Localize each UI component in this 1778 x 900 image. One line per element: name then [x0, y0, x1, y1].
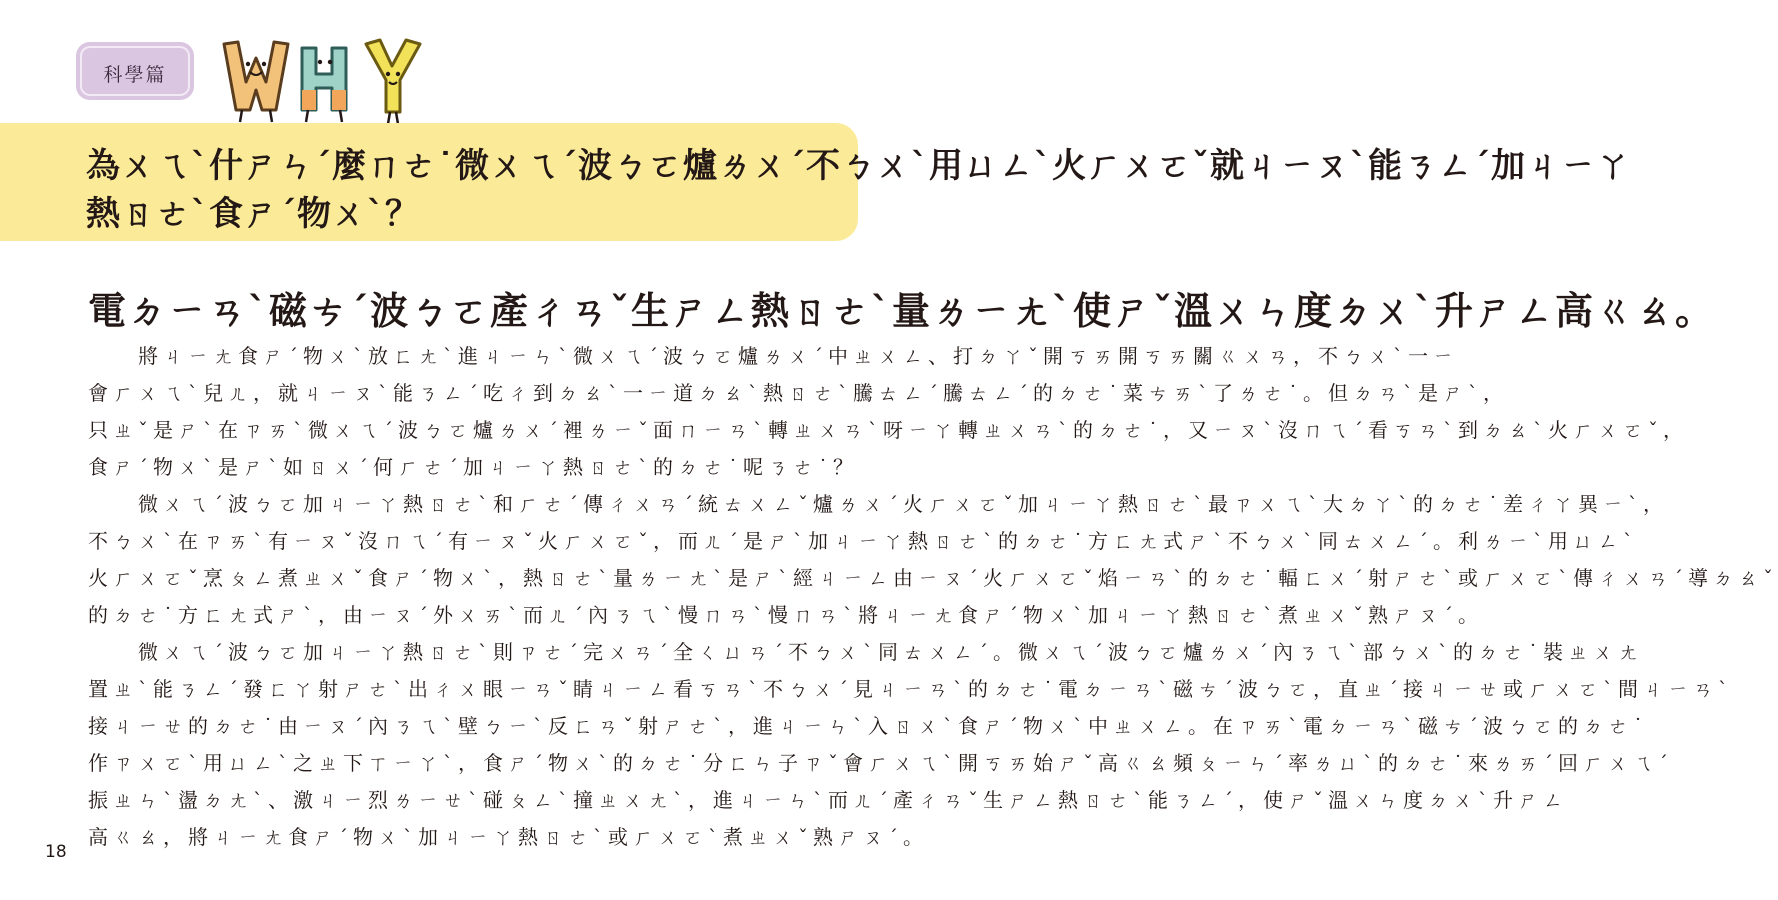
- body-line: 食ㄕˊ物ㄨˋ是ㄕˋ如ㄖㄨˊ何ㄏㄜˊ加ㄐㄧㄚ熱ㄖㄜˋ的ㄉㄜ˙呢ㄋㄜ˙？: [88, 455, 858, 479]
- body-line: 高ㄍㄠ，將ㄐㄧㄤ食ㄕˊ物ㄨˋ加ㄐㄧㄚ熱ㄖㄜˋ或ㄏㄨㄛˋ煮ㄓㄨˇ熟ㄕㄡˊ。: [88, 825, 928, 849]
- question-title-line-2: 熱ㄖㄜˋ食ㄕˊ物ㄨˋ？: [86, 194, 420, 234]
- body-line: 作ㄗㄨㄛˋ用ㄩㄥˋ之ㄓ下ㄒㄧㄚˋ，食ㄕˊ物ㄨˋ的ㄉㄜ˙分ㄈㄣ子ㄗˇ會ㄏㄨㄟˋ開ㄎㄞ始ㄕˇ高ㄍㄠ頻ㄆㄧㄣˊ率ㄌㄩˋ的ㄉㄜ˙來ㄌㄞˊ回ㄏㄨㄟˊ: [88, 751, 1673, 775]
- why-logo-illustration: [216, 30, 446, 130]
- question-title-line-1: 為ㄨㄟˋ什ㄕㄣˊ麼ㄇㄜ˙微ㄨㄟˊ波ㄅㄛ爐ㄌㄨˊ不ㄅㄨˋ用ㄩㄥˋ火ㄏㄨㄛˇ就ㄐㄧㄡˋ能ㄋㄥˊ加ㄐㄧㄚ: [86, 146, 1631, 186]
- answer-heading: 電ㄉㄧㄢˋ磁ㄘˊ波ㄅㄛ產ㄔㄢˇ生ㄕㄥ熱ㄖㄜˋ量ㄌㄧㄤˋ使ㄕˇ溫ㄨㄣ度ㄉㄨˋ升ㄕㄥ高ㄍㄠ。: [88, 289, 1716, 333]
- body-line: 只ㄓˇ是ㄕˋ在ㄗㄞˋ微ㄨㄟˊ波ㄅㄛ爐ㄌㄨˊ裡ㄌㄧˇ面ㄇㄧㄢˋ轉ㄓㄨㄢˋ呀ㄧㄚ轉ㄓㄨㄢˋ的ㄉㄜ˙，又ㄧㄡˋ沒ㄇㄟˊ看ㄎㄢˋ到ㄉㄠˋ火ㄏㄨㄛˇ，: [88, 418, 1688, 442]
- body-line: 置ㄓˋ能ㄋㄥˊ發ㄈㄚ射ㄕㄜˋ出ㄔㄨ眼ㄧㄢˇ睛ㄐㄧㄥ看ㄎㄢˋ不ㄅㄨˊ見ㄐㄧㄢˋ的ㄉㄜ˙電ㄉㄧㄢˋ磁ㄘˊ波ㄅㄛ，直ㄓˊ接ㄐㄧㄝ或ㄏㄨㄛˋ間ㄐㄧㄢˋ: [88, 677, 1733, 701]
- page-number: 18: [45, 842, 67, 862]
- body-line: 將ㄐㄧㄤ食ㄕˊ物ㄨˋ放ㄈㄤˋ進ㄐㄧㄣˋ微ㄨㄟˊ波ㄅㄛ爐ㄌㄨˊ中ㄓㄨㄥ、打ㄉㄚˇ開ㄎㄞ開ㄎㄞ關ㄍㄨㄢ，不ㄅㄨˋ一ㄧ: [88, 344, 1458, 368]
- section-tab-label: 科學篇: [103, 64, 167, 86]
- body-line: 的ㄉㄜ˙方ㄈㄤ式ㄕˋ，由ㄧㄡˊ外ㄨㄞˋ而ㄦˊ內ㄋㄟˋ慢ㄇㄢˋ慢ㄇㄢˋ將ㄐㄧㄤ食ㄕˊ物ㄨˋ加ㄐㄧㄚ熱ㄖㄜˋ煮ㄓㄨˇ熟ㄕㄡˊ。: [88, 603, 1483, 627]
- body-line: 不ㄅㄨˋ在ㄗㄞˋ有ㄧㄡˇ沒ㄇㄟˊ有ㄧㄡˇ火ㄏㄨㄛˇ，而ㄦˊ是ㄕˋ加ㄐㄧㄚ熱ㄖㄜˋ的ㄉㄜ˙方ㄈㄤ式ㄕˋ不ㄅㄨˋ同ㄊㄨㄥˊ。利ㄌㄧˋ用ㄩㄥˋ: [88, 529, 1638, 553]
- body-line: 會ㄏㄨㄟˋ兒ㄦ，就ㄐㄧㄡˋ能ㄋㄥˊ吃ㄔ到ㄉㄠˋ一ㄧ道ㄉㄠˋ熱ㄖㄜˋ騰ㄊㄥˊ騰ㄊㄥˊ的ㄉㄜ˙菜ㄘㄞˋ了ㄌㄜ˙。但ㄉㄢˋ是ㄕˋ，: [88, 381, 1508, 405]
- body-line: 接ㄐㄧㄝ的ㄉㄜ˙由ㄧㄡˊ內ㄋㄟˋ壁ㄅㄧˋ反ㄈㄢˇ射ㄕㄜˋ，進ㄐㄧㄣˋ入ㄖㄨˋ食ㄕˊ物ㄨˋ中ㄓㄨㄥ。在ㄗㄞˋ電ㄉㄧㄢˋ磁ㄘˊ波ㄅㄛ的ㄉㄜ˙: [88, 714, 1648, 738]
- body-line: 微ㄨㄟˊ波ㄅㄛ加ㄐㄧㄚ熱ㄖㄜˋ和ㄏㄜˊ傳ㄔㄨㄢˊ統ㄊㄨㄥˇ爐ㄌㄨˊ火ㄏㄨㄛˇ加ㄐㄧㄚ熱ㄖㄜˋ最ㄗㄨㄟˋ大ㄉㄚˋ的ㄉㄜ˙差ㄔㄚ異ㄧˋ，: [88, 492, 1668, 516]
- body-line: 振ㄓㄣˋ盪ㄉㄤˋ、激ㄐㄧ烈ㄌㄧㄝˋ碰ㄆㄥˋ撞ㄓㄨㄤˋ，進ㄐㄧㄣˋ而ㄦˊ產ㄔㄢˇ生ㄕㄥ熱ㄖㄜˋ能ㄋㄥˊ，使ㄕˇ溫ㄨㄣ度ㄉㄨˋ升ㄕㄥ: [88, 788, 1568, 812]
- body-line: 微ㄨㄟˊ波ㄅㄛ加ㄐㄧㄚ熱ㄖㄜˋ則ㄗㄜˊ完ㄨㄢˊ全ㄑㄩㄢˊ不ㄅㄨˋ同ㄊㄨㄥˊ。微ㄨㄟˊ波ㄅㄛ爐ㄌㄨˊ內ㄋㄟˋ部ㄅㄨˋ的ㄉㄜ˙裝ㄓㄨㄤ: [88, 640, 1643, 664]
- body-line: 火ㄏㄨㄛˇ烹ㄆㄥ煮ㄓㄨˇ食ㄕˊ物ㄨˋ，熱ㄖㄜˋ量ㄌㄧㄤˋ是ㄕˋ經ㄐㄧㄥ由ㄧㄡˊ火ㄏㄨㄛˇ焰ㄧㄢˋ的ㄉㄜ˙輻ㄈㄨˊ射ㄕㄜˋ或ㄏㄨㄛˋ傳ㄔㄨㄢˊ導ㄉㄠˇ: [88, 566, 1778, 590]
- section-tab: [76, 42, 194, 100]
- why-logo: [216, 30, 446, 130]
